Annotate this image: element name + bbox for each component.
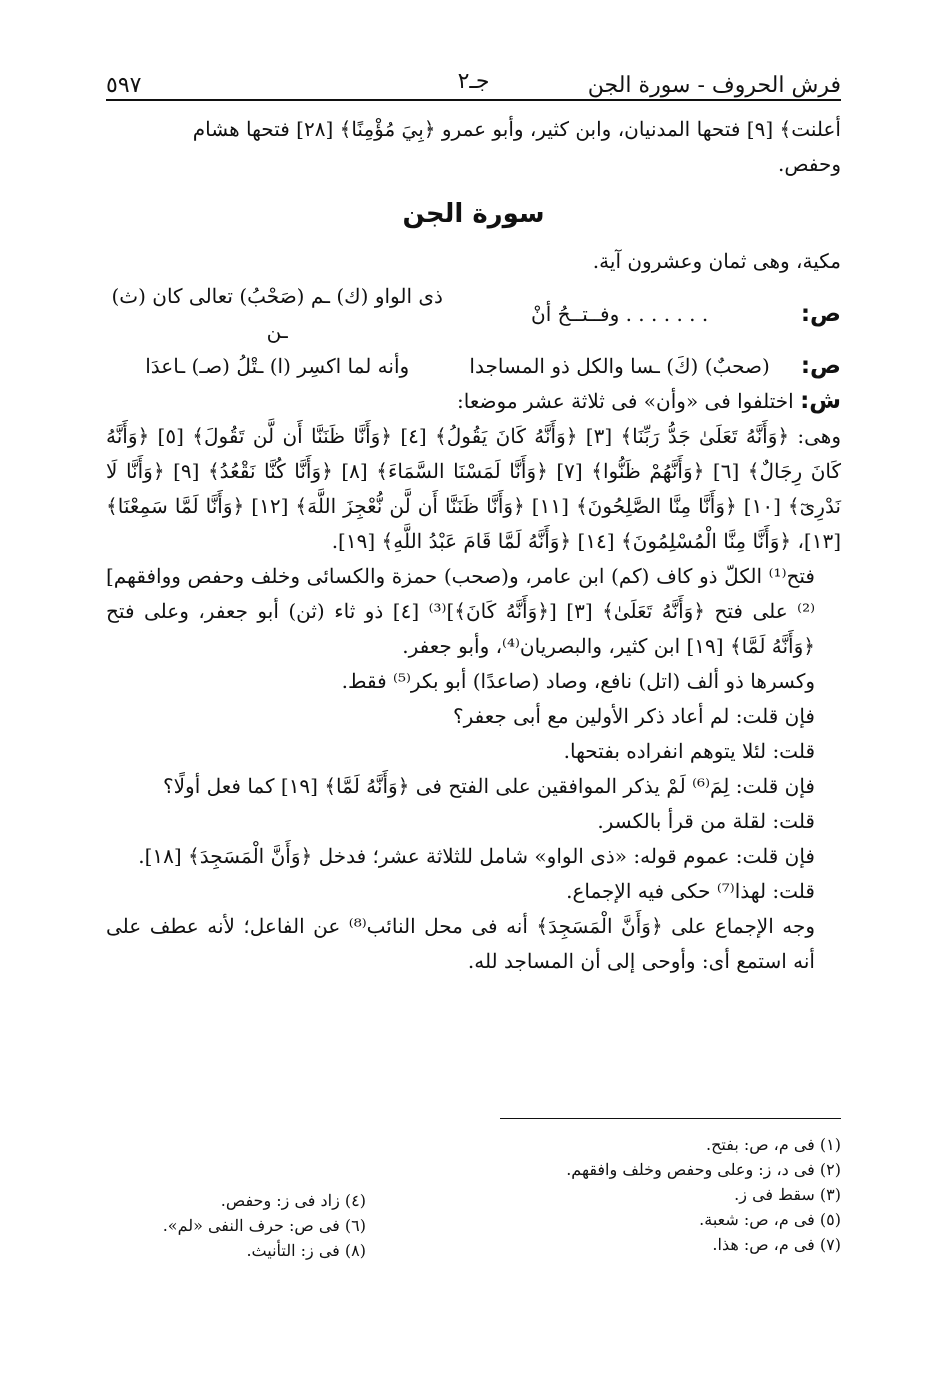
surah-heading: سورة الجن xyxy=(402,199,545,229)
poem-verse-1 xyxy=(106,279,841,349)
main-text xyxy=(106,112,841,979)
footnote: (٦) فى ص: حرف النفى «لم». xyxy=(162,1216,366,1235)
footnote: (٨) فى ز: التأنيث. xyxy=(246,1241,366,1260)
page-number: ٥٩٧ xyxy=(106,73,142,98)
intro-line: أعلنت﴾ [٩] فتحها المدنيان، وابن كثير، وأبو عمرو ﴿بِيَ مُؤْمِنًا﴾ [٢٨] فتحها هشام xyxy=(192,117,841,141)
commentary-tag: ش: xyxy=(800,388,841,414)
question-1: فإن قلت: لم أعاد ذكر الأولين مع أبى جعفر؟ xyxy=(452,704,815,728)
footnote: (١) فى م، ص: بفتح. xyxy=(705,1135,841,1154)
poem-verse-2 xyxy=(106,349,841,384)
poem-hemistich-left: وأنه لما اكسِر (ا) ـتْلُ (صـ) ـاعدَا xyxy=(145,354,410,378)
commentary-text: اختلفوا فى «وأن» فى ثلاثة عشر موضعا: xyxy=(457,389,794,413)
poem-tag: ص: xyxy=(800,300,841,327)
answer-2: قلت: لقلة من قرأ بالكسر. xyxy=(597,809,815,833)
footnote-rule xyxy=(500,1118,841,1119)
poem-tag: ص: xyxy=(800,353,841,379)
fath-paragraph: فتح⁽¹⁾ الكلّ ذو كاف (كم) ابن عامر، و(صحب) حمزة والكسائى وخلف وحفص ووافقهم]⁽²⁾ على فتح ﴿وَأَنَّهُ تَعَلَىٰ﴾ [٣] [﴿وَأَنَّهُ كَانَ﴾]⁽³⁾ [٤] ذو ثاء (ثن) أبو جعفر، وعلى فتح ﴿وَأَنَّهُ لَمَّا﴾ [١٩] ابن كثير، والبصريان⁽⁴⁾، وأبو جعفر. xyxy=(106,564,816,658)
footnote: (٧) فى م، ص: هذا. xyxy=(712,1235,841,1254)
footnotes-right-column xyxy=(491,1132,841,1263)
footnote: (٣) سقط فى ز. xyxy=(734,1185,841,1204)
footnote: (٤) زاد فى ز: وحفص. xyxy=(220,1191,366,1210)
poem-hemistich-left: ذى الواو (ك) ـم (صَحْبُ) تعالى كان (ث) ـن xyxy=(111,284,443,343)
footnotes-left-column xyxy=(106,1132,366,1263)
verses-paragraph: وهى: ﴿وَأَنَّهُ تَعَلَىٰ جَدُّ رَبِّنَا﴾ [٣] ﴿وَأَنَّهُ كَانَ يَقُولُ﴾ [٤] ﴿وَأَنَّا ظَنَنَّا أَن لَّن تَقُولَ﴾ [٥] ﴿وَأَنَّهُ كَانَ رِجَالٌ﴾ [٦] ﴿وَأَنَّهُمْ ظَنُّوا﴾ [٧] ﴿وَأَنَّا لَمَسْنَا السَّمَاءَ﴾ [٨] ﴿وَأَنَّا كُنَّا نَقْعُدُ﴾ [٩] ﴿وَأَنَّا لَا نَدْرِىٓ﴾ [١٠] ﴿وَأَنَّا مِنَّا الصَّلِحُونَ﴾ [١١] ﴿وَأَنَّا ظَنَنَّا أَن لَّن نُّعْجِزَ اللَّهَ﴾ [١٢] ﴿وَأَنَّا لَمَّا سَمِعْنَا﴾ [١٣]، ﴿وَأَنَّا مِنَّا الْمُسْلِمُونَ﴾ [١٤] ﴿وَأَنَّهُ لَمَّا قَامَ عَبْدُ اللَّهِ﴾ [١٩]. xyxy=(106,424,842,553)
footnotes xyxy=(106,1132,841,1263)
running-title: فرش الحروف - سورة الجن xyxy=(587,73,841,98)
poem-hemistich-right: . . . . . . . وفــتــحُ أنْ xyxy=(531,301,709,326)
question-2: فإن قلت: لِمَ⁽⁶⁾ لَمْ يذكر الموافقين على الفتح فى ﴿وَأَنَّهُ لَمَّا﴾ [١٩] كما فعل أولًا؟ xyxy=(163,774,815,798)
final-paragraph: وجه الإجماع على ﴿وَأَنَّ الْمَسَجِدَ﴾ أنه فى محل النائب⁽⁸⁾ عن الفاعل؛ لأنه عطف على أنه استمع أى: وأوحى إلى أن المساجد لله. xyxy=(106,914,815,973)
page-header xyxy=(106,58,841,98)
kasr-paragraph: وكسرها ذو ألف (اتل) نافع، وصاد (صاعدًا) أبو بكر⁽⁵⁾ فقط. xyxy=(341,669,815,693)
meccan-note: مكية، وهى ثمان وعشرون آية. xyxy=(592,249,841,273)
question-3: فإن قلت: عموم قوله: «ذى الواو» شامل للثلاثة عشر؛ فدخل ﴿وَأَنَّ الْمَسَجِدَ﴾ [١٨]. xyxy=(138,844,815,868)
poem-hemistich-right: (صحبٌ) (كَ) ـسا والكل ذو المساجدا xyxy=(469,354,770,378)
footnote: (٥) فى م، ص: شعبة. xyxy=(699,1210,841,1229)
header-rule xyxy=(106,99,841,101)
answer-1: قلت: لئلا يتوهم انفراده بفتحها. xyxy=(563,739,815,763)
volume-label: جـ٢ xyxy=(457,69,490,94)
commentary-intro xyxy=(106,384,841,419)
footnote: (٢) فى د، ز: وعلى وحفص وخلف وافقهم. xyxy=(566,1160,841,1179)
answer-3: قلت: لهذا⁽⁷⁾ حكى فيه الإجماع. xyxy=(566,879,815,903)
intro-line-end: وحفص. xyxy=(778,152,841,176)
